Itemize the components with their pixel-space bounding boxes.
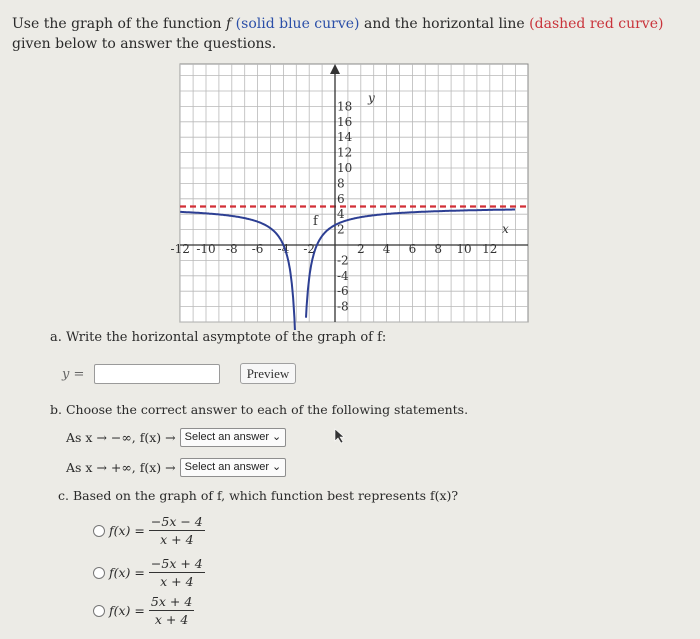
y-tick-label: 16	[337, 114, 353, 129]
y-tick-label: 6	[337, 191, 345, 206]
choice-1-fraction: $\frac{-5x - 4}{x + 4}$	[150, 514, 203, 547]
y-tick-label: -2	[337, 253, 349, 268]
y-tick-label: 12	[337, 145, 353, 160]
limit-row-neg-inf: As x → −∞, f(x) → Select an answer ⌄	[66, 428, 286, 447]
choice-3-fraction: $\frac{5x + 4}{x + 4}$	[150, 594, 193, 627]
limit-neg-inf-select[interactable]: Select an answer ⌄	[180, 428, 287, 447]
y-tick-label: 4	[337, 207, 345, 222]
x-tick-label: 8	[434, 242, 443, 256]
radio-button[interactable]	[93, 525, 105, 537]
y-equals-label: y =	[62, 366, 85, 382]
x-axis-label: x	[502, 222, 509, 236]
y-tick-label: 2	[337, 222, 345, 237]
y-tick-label: 10	[337, 161, 353, 175]
y-tick-label: -4	[337, 268, 349, 283]
choice-option-2[interactable]: f(x) = $\frac{-5x + 4}{x + 4}$	[93, 556, 205, 589]
radio-button[interactable]	[93, 567, 105, 579]
x-tick-label: 10	[456, 242, 472, 256]
y-tick-label: 18	[337, 99, 353, 114]
y-tick-label: -6	[337, 284, 349, 299]
asymptote-answer-row	[62, 364, 220, 384]
preview-button[interactable]: Preview	[240, 363, 296, 384]
radio-button[interactable]	[93, 605, 105, 617]
x-tick-label: -10	[196, 242, 216, 256]
y-tick-label: 8	[337, 176, 345, 191]
part-b-question: b. Choose the correct answer to each of the following statements.	[50, 402, 469, 417]
limit-row-pos-inf: As x → +∞, f(x) → Select an answer ⌄	[66, 458, 286, 477]
x-tick-label: -8	[225, 242, 238, 256]
x-tick-label: -4	[277, 242, 290, 256]
x-tick-label: 12	[482, 242, 498, 256]
x-tick-label: 2	[356, 242, 365, 256]
asymptote-answer-input[interactable]	[94, 364, 220, 384]
y-axis-label: y	[368, 91, 375, 105]
y-tick-label: 14	[337, 130, 353, 145]
x-tick-label: 6	[408, 242, 417, 256]
choice-option-1[interactable]: f(x) = $\frac{-5x - 4}{x + 4}$	[93, 514, 205, 547]
part-c-question: c. Based on the graph of f, which function best represents f(x)?	[58, 488, 459, 503]
graph-grid	[180, 64, 528, 322]
y-tick-label: -8	[337, 299, 349, 314]
choice-option-3[interactable]: f(x) = $\frac{5x + 4}{x + 4}$	[93, 594, 194, 627]
x-tick-label: -2	[303, 242, 316, 256]
choice-2-fraction: $\frac{-5x + 4}{x + 4}$	[150, 556, 203, 589]
mouse-cursor-icon	[334, 428, 346, 444]
x-tick-label: -12	[170, 242, 190, 256]
intro-text: Use the graph of the function f (solid blue curve) and the horizontal line (dashed red curve) given below to answer the questions.	[12, 16, 664, 52]
x-tick-label: -6	[251, 242, 264, 256]
f-curve-label: f	[313, 214, 318, 229]
x-tick-label: 4	[382, 242, 391, 256]
limit-pos-inf-select[interactable]: Select an answer ⌄	[180, 458, 287, 477]
part-a-question: a. Write the horizontal asymptote of the graph of f:	[50, 330, 387, 345]
